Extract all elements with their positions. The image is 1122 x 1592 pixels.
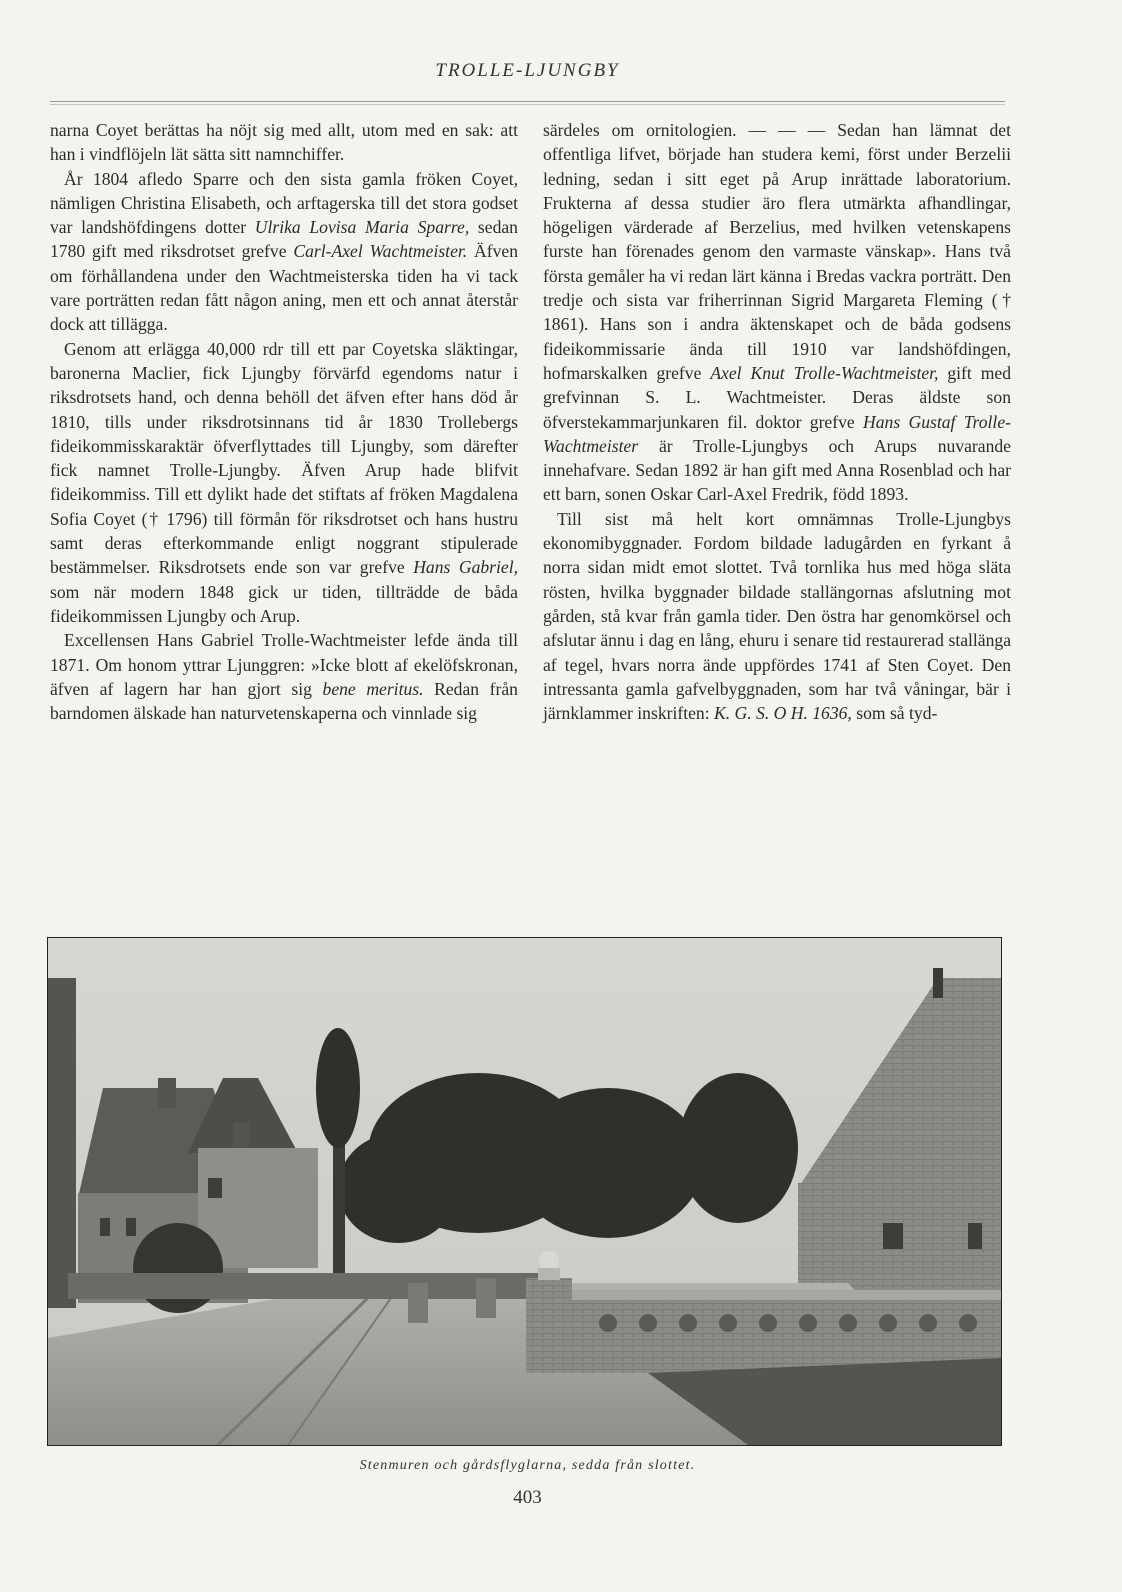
- paragraph: Excellensen Hans Gabriel Trolle-Wachtmeister lefde ända till 1871. Om honom yttrar Ljunggren: »Icke blott af ekelöfskronan, äfven af lagern har han gjort sig bene meritus. Redan från barndomen älskade han naturvetenskaperna och vinnlade sig: [50, 630, 518, 724]
- paragraph: narna Coyet berättas ha nöjt sig med allt, utom med en sak: att han i vindflöjeln lät sätta sitt namnchiffer.: [50, 120, 518, 165]
- paragraph: Till sist må helt kort omnämnas Trolle-Ljungbys ekonomibyggnader. Fordom bildade ladugården en fyrkant å norra sidan midt emot slottet. Två tornlika hus med höga släta rösten, hvilka byggnader bildade stallängornas afslutning mot gården, stå kvar från gamla tider. Den östra har genomkörsel och afslutar ännu i dag en lång, ehuru i senare tid restaurerad stallänga af tegel, hvars norra ände uppfördes 1741 af Sten Coyet. Den intressanta gamla gafvelbyggnaden, som har två våningar, bär i järnklammer inskriften: K. G. S. O H. 1636, som så tyd-: [543, 508, 1011, 724]
- running-header: TROLLE-LJUNGBY: [435, 60, 620, 81]
- photograph: [47, 937, 1002, 1446]
- page-number: 403: [513, 1487, 542, 1508]
- figure-caption: Stenmuren och gårdsflyglarna, sedda från slottet.: [359, 1458, 696, 1473]
- paragraph: särdeles om ornitologien. — — — Sedan han lämnat det offentliga lifvet, började han studera kemi, först under Berzelii ledning, sedan i sitt eget på Arup inrättade laboratorium. Frukterna af dessa studier äro flera utmärkta afhandlingar, högeligen värderade af Berzelius, med hvilken vetenskapens furste han förenades genom den varmaste vänskap». Hans två första gemåler ha vi redan lärt känna i Bredas vackra porträtt. Den tredje och sista var friherrinnan Sigrid Margareta Fleming († 1861). Hans son i andra äktenskapet och de båda godsens fideikommissarie ända till 1910 var landshöfdingen, hofmarskalken grefve Axel Knut Trolle-Wachtmeister, gift med grefvinnan S. L. Wachtmeister. Deras äldste son öfverstekammarjunkaren fil. doktor grefve Hans Gustaf Trolle-Wachtmeister är Trolle-Ljungbys och Arups nuvarande innehafvare. Sedan 1892 är han gift med Anna Rosenblad och har ett barn, sonen Oskar Carl-Axel Fredrik, född 1893.: [543, 120, 1011, 505]
- paragraph: År 1804 afledo Sparre och den sista gamla fröken Coyet, nämligen Christina Elisabeth, och arftagerska till det stora godset var landshöfdingens dotter Ulrika Lovisa Maria Sparre, sedan 1780 gift med riksdrotset grefve Carl-Axel Wachtmeister. Äfven om förhållandena under den Wachtmeisterska tiden ha vi tack vare porträtten redan fått någon aning, men ett och annat återstår dock att tillägga.: [50, 168, 519, 335]
- left-column: [50, 118, 518, 725]
- header-rule: [50, 101, 1005, 105]
- paragraph: Genom att erlägga 40,000 rdr till ett par Coyetska släktingar, baronerna Maclier, fick Ljungby förvärfd egendoms natur i riksdrotsets hand, och denna behöll det äfven efter hans död år 1810, tills under riksdrotsinnans tid år 1830 Trollebergs fideikommisskaraktär öfverflyttades till Ljungby, som därefter fick namnet Trolle-Ljungby. Äfven Arup hade blifvit fideikommiss. Till ett dylikt hade det stiftats af fröken Magdalena Sofia Coyet († 1796) till förmån för riksdrotset och hans hustru samt deras efterkommande enligt noggrant stipulerade bestämmelser. Riksdrotsets ende son var grefve Hans Gabriel, som när modern 1848 gick ur tiden, tillträdde de båda fideikommissen Ljungby och Arup.: [50, 338, 518, 626]
- right-column: [543, 118, 1011, 725]
- courtyard-photo-illustration: [48, 938, 1001, 1445]
- low-wall-left: [68, 1273, 538, 1299]
